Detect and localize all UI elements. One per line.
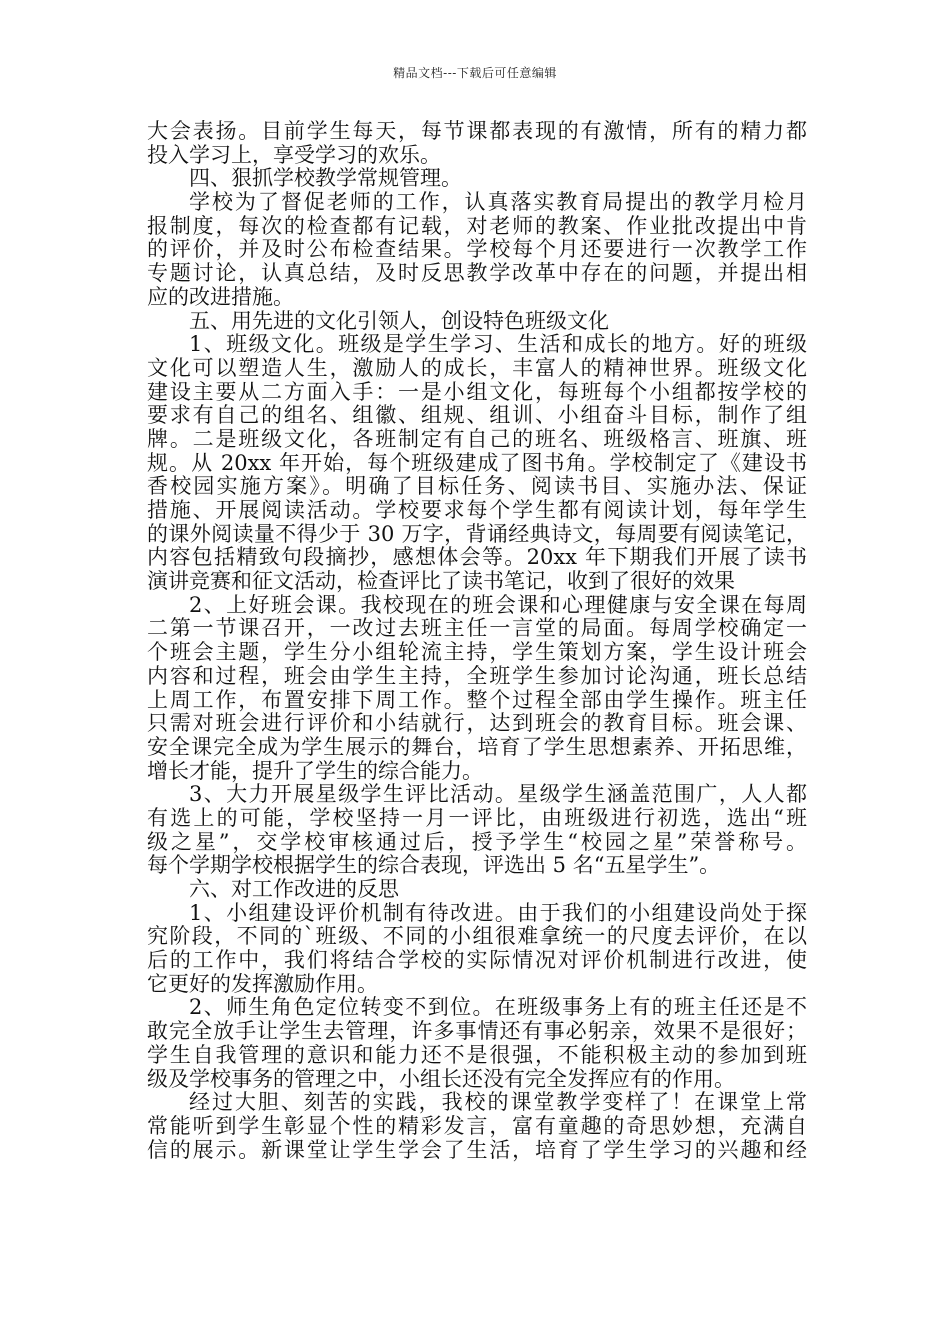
text-line: 级及学校事务的管理之中，小组长还没有完全发挥应有的作用。 bbox=[147, 1067, 735, 1091]
text-line: 的评价，并及时公布检查结果。学校每个月还要进行一次教学工作 bbox=[147, 238, 807, 262]
text-line: 二第一节课召开，一改过去班主任一言堂的局面。每周学校确定一 bbox=[147, 617, 807, 641]
section-heading bbox=[147, 167, 807, 191]
text-line: 每个学期学校根据学生的综合表现，评选出 5 名“五星学生”。 bbox=[147, 854, 721, 878]
text-line: 措施、开展阅读活动。学校要求每个学生都有阅读计划，每年学生 bbox=[147, 499, 807, 522]
text-line: 文化可以塑造人生，激励人的成长，丰富人的精神世界。班级文化 bbox=[147, 356, 807, 380]
text-line: 牌。二是班级文化，各班制定有自己的班名、班级格言、班旗、班 bbox=[147, 427, 807, 451]
section-heading bbox=[147, 310, 807, 334]
section-heading bbox=[147, 878, 807, 902]
text-line: 信的展示。新课堂让学生学会了生活，培育了学生学习的兴趣和经 bbox=[147, 1138, 807, 1162]
paragraph bbox=[147, 333, 807, 594]
text-line: 2、师生角色定位转变不到位。在班级事务上有的班主任还是不 bbox=[189, 996, 807, 1020]
text-line: 建设主要从二方面入手：一是小组文化，每班每个小组都按学校的 bbox=[147, 380, 807, 404]
text-line: 内容和过程，班会由学生主持，全班学生参加讨论沟通，班长总结 bbox=[147, 664, 807, 688]
paragraph bbox=[147, 191, 807, 309]
paragraph bbox=[147, 120, 807, 167]
text-line: 究阶段，不同的`班级、不同的小组很难拿统一的尺度去评价，在以 bbox=[147, 925, 807, 949]
text-line: 安全课完全成为学生展示的舞台，培育了学生思想素养、开拓思维， bbox=[147, 735, 807, 759]
text-line: 敢完全放手让学生去管理，许多事情还有事必躬亲，效果不是很好； bbox=[147, 1020, 807, 1044]
text-line: 要求有自己的组名、组徽、组规、组训、小组奋斗目标，制作了组 bbox=[147, 404, 807, 428]
text-line: 它更好的发挥激励作用。 bbox=[147, 972, 378, 996]
text-line: 后的工作中，我们将结合学校的实际情况对评价机制进行改进，使 bbox=[147, 949, 807, 973]
text-line: 应的改进措施。 bbox=[147, 285, 294, 309]
text-line: 五、用先进的文化引领人，创设特色班级文化 bbox=[189, 309, 609, 333]
text-line: 上周工作，布置安排下周工作。整个过程全部由学生操作。班主任 bbox=[147, 688, 807, 712]
document-body bbox=[147, 120, 807, 1162]
text-line: 只需对班会进行评价和小结就行，达到班会的教育目标。班会课、 bbox=[147, 712, 807, 736]
text-line: 级之星”，交学校审核通过后，授予学生“校园之星”荣誉称号。 bbox=[147, 830, 807, 854]
text-line: 四、狠抓学校教学常规管理。 bbox=[189, 167, 462, 191]
page-header: 精品文档---下载后可任意编辑 bbox=[393, 66, 557, 80]
text-line: 1、班级文化。班级是学生学习、生活和成长的地方。好的班级 bbox=[189, 333, 807, 357]
text-line: 香校园实施方案》。明确了目标任务、阅读书目、实施办法、保证 bbox=[147, 475, 807, 499]
text-line: 规。从 20xx 年开始，每个班级建成了图书角。学校制定了《建设书 bbox=[147, 451, 807, 475]
text-line: 专题讨论，认真总结，及时反思教学改革中存在的问题，并提出相 bbox=[147, 262, 807, 286]
text-line: 报制度，每次的检查都有记载，对老师的教案、作业批改提出中肯 bbox=[147, 214, 807, 238]
text-line: 个班会主题，学生分小组轮流主持，学生策划方案，学生设计班会 bbox=[147, 641, 807, 665]
text-line: 内容包括精致句段摘抄，感想体会等。20xx 年下期我们开展了读书 bbox=[147, 546, 807, 570]
text-line: 2、上好班会课。我校现在的班会课和心理健康与安全课在每周 bbox=[189, 593, 807, 617]
text-line: 演讲竞赛和征文活动，检查评比了读书笔记，收到了很好的效果 bbox=[147, 570, 735, 594]
text-line: 学校为了督促老师的工作，认真落实教育局提出的教学月检月 bbox=[189, 191, 807, 215]
text-line: 经过大胆、刻苦的实践，我校的课堂教学变样了！在课堂上常 bbox=[189, 1091, 807, 1115]
text-line: 的课外阅读量不得少于 30 万字，背诵经典诗文，每周要有阅读笔记， bbox=[147, 522, 807, 546]
paragraph bbox=[147, 996, 807, 1091]
text-line: 常能听到学生彰显个性的精彩发言，富有童趣的奇思妙想，充满自 bbox=[147, 1114, 807, 1138]
paragraph bbox=[147, 783, 807, 878]
text-line: 学生自我管理的意识和能力还不是很强，不能积极主动的参加到班 bbox=[147, 1043, 807, 1067]
paragraph bbox=[147, 902, 807, 997]
text-line: 1、小组建设评价机制有待改进。由于我们的小组建设尚处于探 bbox=[189, 901, 807, 925]
text-line: 投入学习上，享受学习的欢乐。 bbox=[147, 143, 441, 167]
text-line: 增长才能，提升了学生的综合能力。 bbox=[147, 759, 483, 783]
paragraph bbox=[147, 594, 807, 784]
paragraph bbox=[147, 1091, 807, 1162]
text-line: 有选上的可能，学校坚持一月一评比，由班级进行初选，选出“班 bbox=[147, 806, 807, 830]
text-line: 3、大力开展星级学生评比活动。星级学生涵盖范围广，人人都 bbox=[189, 783, 807, 807]
text-line: 大会表扬。目前学生每天，每节课都表现的有激情，所有的精力都 bbox=[147, 120, 807, 143]
text-line: 六、对工作改进的反思 bbox=[189, 878, 399, 901]
